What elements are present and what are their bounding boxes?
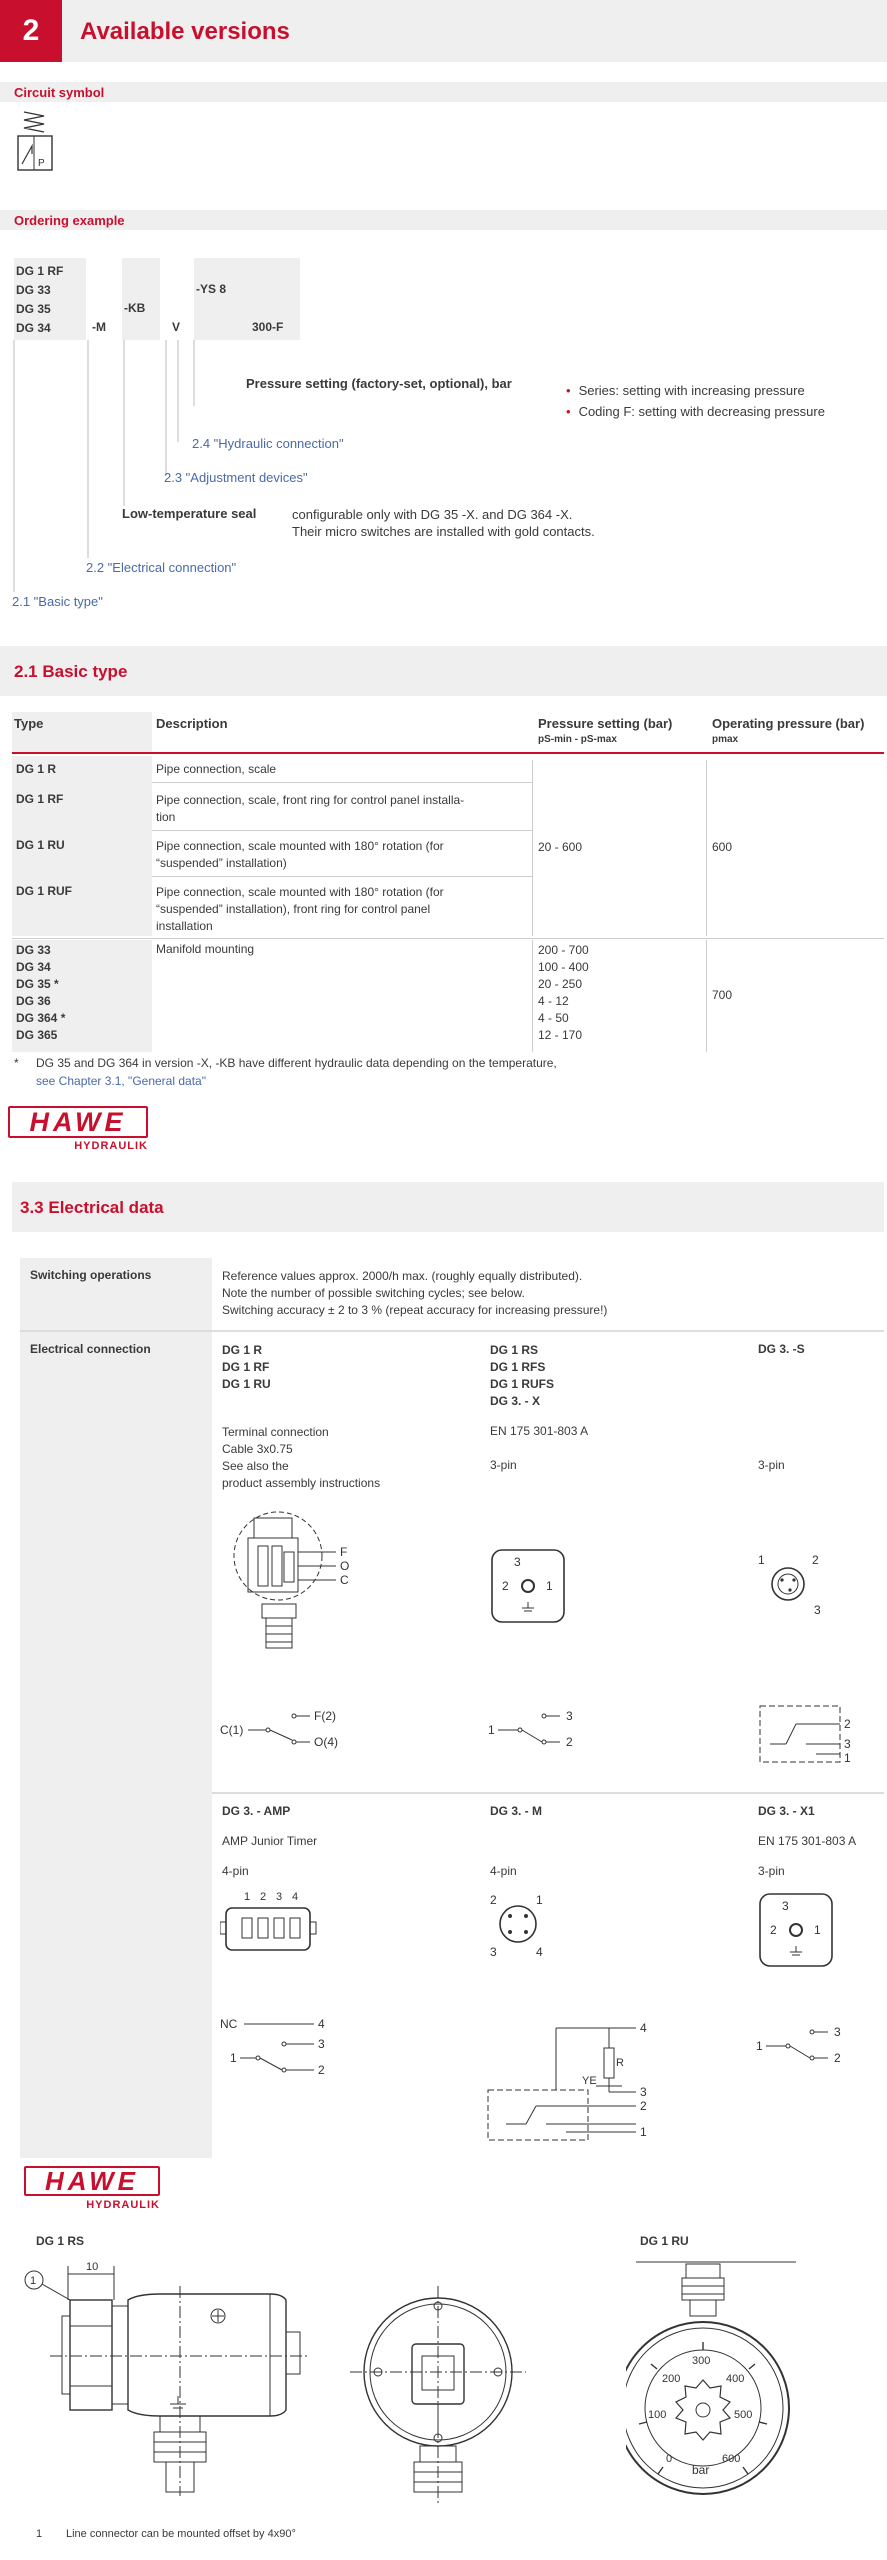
section-number: 2: [0, 0, 62, 62]
drawing-footnote-number: 1: [36, 2528, 43, 2540]
group1-operating: 600: [712, 840, 733, 854]
svg-text:2: 2: [812, 1553, 819, 1567]
dg1ru-gauge-drawing: [626, 2254, 806, 2508]
col-divider: [706, 760, 707, 936]
table-head-type: Type: [14, 716, 44, 731]
svg-text:2: 2: [844, 1717, 851, 1731]
svg-text:3: 3: [318, 2037, 325, 2051]
col-divider: [706, 940, 707, 1052]
link-hydraulic-connection[interactable]: 2.4 "Hydraulic connection": [192, 436, 344, 451]
electrical-bar: [12, 1182, 884, 1232]
manifold-operating: 700: [712, 988, 733, 1002]
svg-text:1: 1: [640, 2125, 647, 2139]
svg-text:1: 1: [536, 1893, 543, 1907]
svg-text:2: 2: [260, 1891, 267, 1903]
switching-text: Reference values approx. 2000/h max. (roughly equally distributed). Note the number of possible switching cycles; see below. Switching accuracy ± 2 to 3 % (repeat accuracy for increasing pressure!): [222, 1269, 608, 1317]
svg-text:2: 2: [566, 1735, 573, 1749]
label-c: C: [340, 1573, 349, 1587]
col-divider: [532, 760, 533, 936]
svg-text:2: 2: [834, 2051, 841, 2065]
electrical-label-column: [20, 1258, 212, 2158]
table-row-type: DG 1 RUF: [16, 884, 73, 898]
table-row-desc: Pipe connection, scale: [156, 762, 277, 776]
table-row-desc: Pipe connection, scale, front ring for control panel installa- tion: [156, 793, 465, 824]
c2-switch-schematic: [486, 1700, 596, 1760]
footnote-text: DG 35 and DG 364 in version -X, -KB have different hydraulic data depending on the temperature,: [36, 1056, 557, 1070]
symbol-letter: P: [38, 158, 45, 169]
svg-text:4: 4: [536, 1945, 543, 1959]
svg-text:1: 1: [756, 2039, 763, 2053]
switching-divider: [20, 1330, 884, 1332]
gauge-unit: bar: [692, 2463, 710, 2477]
svg-text:2: 2: [502, 1579, 509, 1593]
pressure-setting-bullets: [566, 380, 825, 422]
d3-desc: EN 175 301-803 A: [758, 1834, 857, 1848]
hawe-logo: [8, 1106, 148, 1158]
link-basic-type[interactable]: 2.1 "Basic type": [12, 594, 103, 609]
label-f: F: [340, 1545, 348, 1559]
table-row-type: DG 1 RU: [16, 838, 65, 852]
manifold-description: Manifold mounting: [156, 942, 255, 956]
callout-1: 1: [30, 2275, 37, 2287]
svg-text:1: 1: [546, 1579, 553, 1593]
svg-text:3: 3: [814, 1603, 821, 1617]
svg-text:3: 3: [566, 1709, 573, 1723]
order-code-ys8: -YS 8: [196, 282, 227, 296]
svg-text:2: 2: [770, 1923, 777, 1937]
label-c1: C(1): [220, 1723, 244, 1737]
table-row-type: DG 1 RF: [16, 792, 64, 806]
gauge-label-500: 500: [734, 2409, 753, 2421]
terminal-connection-drawing: [218, 1508, 378, 1668]
amp-connector-face: [220, 1888, 320, 1958]
d1-desc: AMP Junior Timer: [222, 1834, 318, 1848]
basic-type-heading: 2.1 Basic type: [14, 662, 128, 681]
group-divider: [12, 938, 884, 939]
gauge-label-400: 400: [726, 2373, 745, 2385]
footnote-star: *: [14, 1056, 19, 1070]
logo-brand: HAWE: [8, 1106, 148, 1138]
manifold-type-list: DG 33 DG 34 DG 35 * DG 36 DG 364 * DG 365: [16, 943, 66, 1042]
svg-text:3: 3: [834, 2025, 841, 2039]
gauge-label-100: 100: [648, 2409, 667, 2421]
table-row-desc: Pipe connection, scale mounted with 180° rotation (for “suspended” installation): [156, 839, 444, 870]
ordering-heading: Ordering example: [14, 213, 125, 228]
label-f2: F(2): [314, 1709, 336, 1723]
svg-text:3: 3: [640, 2085, 647, 2099]
svg-text:3: 3: [514, 1555, 521, 1569]
order-code-v: V: [172, 320, 181, 334]
table-head-pressure-sub: pS-min - pS-max: [538, 734, 617, 745]
m-switch-schematic: [486, 2020, 656, 2150]
d1-pins: 4-pin: [222, 1864, 249, 1878]
svg-text:2: 2: [490, 1893, 497, 1907]
svg-text:4: 4: [318, 2017, 325, 2031]
svg-text:1: 1: [758, 1553, 765, 1567]
gauge-label-0: 0: [666, 2453, 673, 2465]
c2-types: DG 1 RS DG 1 RFS DG 1 RUFS DG 3. - X: [490, 1343, 555, 1408]
svg-text:1: 1: [230, 2051, 237, 2065]
circuit-symbol-heading: Circuit symbol: [14, 85, 105, 100]
c3-switch-schematic: [756, 1700, 856, 1770]
col-divider: [532, 940, 533, 1052]
svg-text:YE: YE: [582, 2075, 597, 2087]
order-code-m: -M: [92, 320, 106, 334]
order-kb-cell: [122, 258, 160, 340]
logo-brand: HAWE: [24, 2166, 160, 2196]
low-temperature-label: Low-temperature seal: [122, 506, 257, 521]
link-electrical-connection[interactable]: 2.2 "Electrical connection": [86, 560, 237, 575]
row-divider: [152, 782, 532, 783]
svg-text:4: 4: [640, 2021, 647, 2035]
bullet-coding-f: • Coding F: setting with decreasing pressure: [566, 404, 825, 419]
table-row-type: DG 1 R: [16, 762, 57, 776]
c2-desc-pins: 3-pin: [490, 1458, 517, 1472]
svg-text:NC: NC: [220, 2017, 238, 2031]
svg-text:1: 1: [244, 1891, 251, 1903]
dg1rs-dimension-drawing: [20, 2256, 620, 2516]
gauge-label-200: 200: [662, 2373, 681, 2385]
connection-divider: [212, 1792, 884, 1794]
en175-connector-face: [488, 1546, 568, 1626]
c1-types: DG 1 R DG 1 RF DG 1 RU: [222, 1343, 271, 1391]
order-ys8-cell: [194, 258, 252, 340]
drawing-title-ru: DG 1 RU: [640, 2234, 689, 2248]
electrical-heading: 3.3 Electrical data: [20, 1198, 164, 1217]
c3-description: 3-pin: [758, 1458, 785, 1472]
svg-text:1: 1: [488, 1723, 495, 1737]
table-row-desc: Pipe connection, scale mounted with 180° rotation (for “suspended” installation), front ring for control panel installation: [156, 885, 444, 933]
svg-text:3: 3: [844, 1737, 851, 1751]
label-o: O: [340, 1559, 350, 1573]
hawe-logo-2: [24, 2166, 160, 2216]
en175-x1-connector-face: [756, 1890, 836, 1970]
drawing-title-rs: DG 1 RS: [36, 2234, 85, 2248]
section-title: Available versions: [80, 18, 290, 45]
c1-description: Terminal connection Cable 3x0.75 See also the product assembly instructions: [222, 1425, 381, 1490]
amp-switch-schematic: [218, 2014, 358, 2094]
section-header: [0, 0, 887, 62]
d2-pins: 4-pin: [490, 1864, 517, 1878]
order-code-300f: 300-F: [252, 320, 284, 334]
logo-sub: HYDRAULIK: [86, 2199, 160, 2211]
gauge-label-600: 600: [722, 2453, 741, 2465]
c1-switch-schematic: [218, 1700, 368, 1760]
drawing-footnote: Line connector can be mounted offset by 4x90°: [66, 2528, 296, 2540]
row-divider: [152, 830, 532, 831]
row-divider: [152, 876, 532, 877]
electrical-connection-label: Electrical connection: [30, 1342, 151, 1356]
svg-text:3: 3: [782, 1899, 789, 1913]
group1-pressure: 20 - 600: [538, 840, 583, 854]
table-head-rule: [12, 752, 884, 754]
pressure-switch-symbol: [14, 110, 56, 172]
table-head-operating: Operating pressure (bar): [712, 716, 865, 731]
svg-text:3: 3: [490, 1945, 497, 1959]
bullet-series: • Series: setting with increasing pressure: [566, 383, 805, 398]
pressure-setting-label: Pressure setting (factory-set, optional), bar: [246, 376, 512, 391]
link-adjustment-devices[interactable]: 2.3 "Adjustment devices": [164, 470, 308, 485]
x1-switch-schematic: [754, 2016, 864, 2076]
low-temperature-description: configurable only with DG 35 -X. and DG 364 -X. Their micro switches are installed with gold contacts.: [292, 507, 595, 539]
svg-text:2: 2: [318, 2063, 325, 2077]
order-code-kb: -KB: [124, 301, 146, 315]
logo-sub: HYDRAULIK: [74, 1140, 148, 1152]
m12-connector-face: [488, 1890, 558, 1960]
gauge-label-300: 300: [692, 2355, 711, 2367]
svg-text:3: 3: [276, 1891, 283, 1903]
d3-pins: 3-pin: [758, 1864, 785, 1878]
d3-type: DG 3. - X1: [758, 1804, 815, 1818]
svg-text:4: 4: [292, 1891, 299, 1903]
c2-desc-standard: EN 175 301-803 A: [490, 1424, 589, 1438]
d2-type: DG 3. - M: [490, 1804, 543, 1818]
svg-text:2: 2: [640, 2099, 647, 2113]
svg-text:1: 1: [844, 1751, 851, 1765]
label-o4: O(4): [314, 1735, 338, 1749]
table-head-description: Description: [156, 716, 228, 731]
dimension-10: 10: [86, 2261, 99, 2273]
order-type-list: DG 1 RF DG 33 DG 35 DG 34: [16, 264, 64, 335]
footnote-link[interactable]: see Chapter 3.1, "General data": [36, 1074, 206, 1088]
circuit-symbol-bar: [0, 82, 887, 102]
ordering-bar: [0, 210, 887, 230]
svg-text:R: R: [616, 2057, 624, 2069]
round-connector-face: [756, 1550, 826, 1620]
table-head-operating-sub: pmax: [712, 734, 739, 745]
manifold-pressure-list: 200 - 700 100 - 400 20 - 250 4 - 12 4 - 50 12 - 170: [538, 943, 589, 1042]
basic-type-bar: [0, 646, 887, 696]
table-head-pressure: Pressure setting (bar): [538, 716, 673, 731]
svg-text:1: 1: [814, 1923, 821, 1937]
switching-label: Switching operations: [30, 1268, 152, 1282]
d1-type: DG 3. - AMP: [222, 1804, 291, 1818]
c3-types: DG 3. -S: [758, 1342, 805, 1356]
